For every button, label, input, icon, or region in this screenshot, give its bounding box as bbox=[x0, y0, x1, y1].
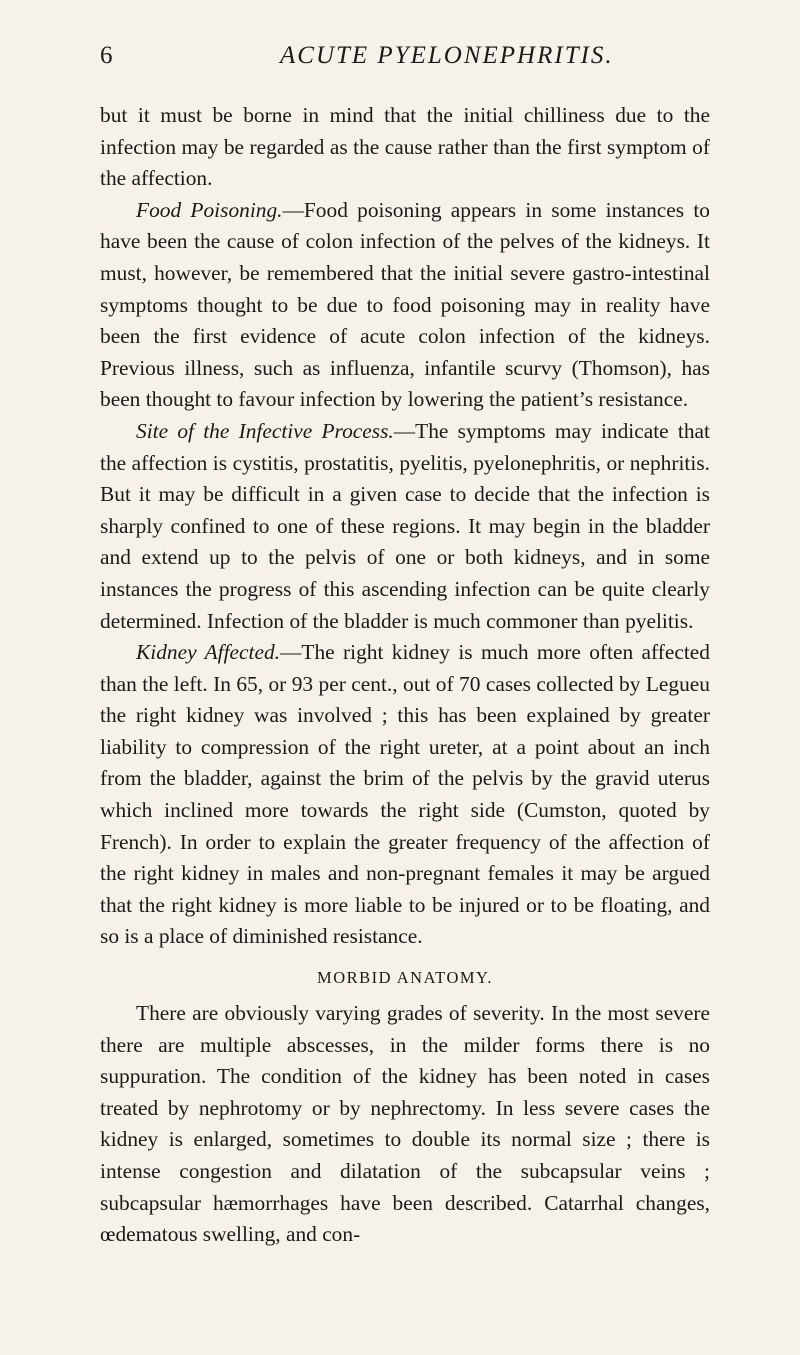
paragraph-morbid-anatomy bbox=[100, 998, 710, 1251]
run-in-heading-kidney-affected: Kidney Affected. bbox=[136, 640, 280, 665]
page-number: 6 bbox=[100, 42, 115, 69]
run-in-heading-site: Site of the Infective Process. bbox=[136, 418, 394, 443]
paragraph-text: but it must be borne in mind that the initial chilliness due to the infection may be regarded as the cause rather than the first symptom of the affection. bbox=[100, 103, 710, 191]
section-heading-morbid-anatomy: MORBID ANATOMY. bbox=[317, 968, 493, 988]
body-text bbox=[100, 100, 710, 1251]
paragraph-food-poisoning bbox=[100, 195, 710, 416]
run-in-heading-food-poisoning: Food Poisoning. bbox=[136, 197, 283, 222]
paragraph-text: —The symptoms may indicate that the affection is cystitis, prostatitis, pyelitis, pyelonephritis, or nephritis. But it may be difficult in a given case to decide that the infection is sharply confined to one of these regions. It may begin in the bladder and extend up to the pelvis of one or both kidneys, and in some instances the progress of this ascending infection can be quite clearly determined. Infection of the bladder is much commoner than pyelitis. bbox=[100, 418, 710, 633]
page-header bbox=[100, 42, 710, 82]
paragraph-text: —Food poisoning appears in some instances to have been the cause of colon infection of the pelves of the kidneys. It must, however, be remembered that the initial severe gastro-intestinal symptoms thought to be due to food poisoning may in reality have been the first evidence of acute colon infection of the kidneys. Previous illness, such as influenza, infantile scurvy (Thomson), has been thought to favour infection by lowering the patient’s resistance. bbox=[100, 197, 710, 412]
running-title: ACUTE PYELONEPHRITIS. bbox=[280, 42, 614, 69]
paragraph-site-of-infective-process bbox=[100, 416, 710, 637]
paragraph-continuation bbox=[100, 100, 710, 195]
paragraph-text: There are obviously varying grades of severity. In the most severe there are multiple abscesses, in the milder forms there is no suppuration. The condition of the kidney has been noted in cases treated by nephrotomy or by nephrectomy. In less severe cases the kidney is enlarged, sometimes to double its normal size ; there is intense congestion and dilatation of the subcapsular veins ; subcapsular hæmorrhages have been described. Catarrhal changes, œdematous swelling, and con- bbox=[100, 1001, 710, 1247]
paragraph-kidney-affected bbox=[100, 637, 710, 953]
paragraph-text: —The right kidney is much more often affected than the left. In 65, or 93 per cent., out of 70 cases collected by Legueu the right kidney was involved ; this has been explained by greater liability to compression of the right ureter, at a point about an inch from the bladder, against the brim of the pelvis by the gravid uterus which inclined more towards the right side (Cumston, quoted by French). In order to explain the greater frequency of the affection of the right kidney in males and non-pregnant females it may be argued that the right kidney is more liable to be injured or to be floating, and so is a place of diminished resistance. bbox=[100, 640, 710, 949]
